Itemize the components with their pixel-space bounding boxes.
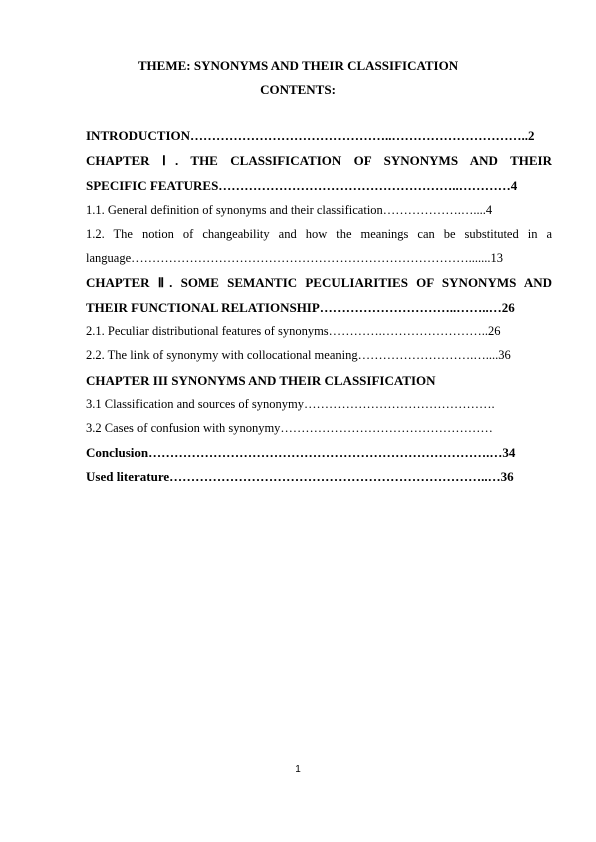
page-number: 1 [295,764,301,775]
contents-heading: CONTENTS: [260,82,336,97]
toc-section-1-1: 1.1. General definition of synonyms and their classification……………….…....4 [86,203,493,217]
toc-chapter-3: CHAPTER III SYNONYMS AND THEIR CLASSIFICATION [86,373,436,388]
toc-used-literature: Used literature………………………………………………………………..…36 [86,469,514,484]
toc-section-1-2-line2: language……………………………………………………………………….......13 [86,251,503,265]
toc-section-2-1: 2.1. Peculiar distributional features of synonyms………….……………………..26 [86,324,501,338]
toc-chapter-2-line1: CHAPTER Ⅱ. SOME SEMANTIC PECULIARITIES OF SYNONYMS AND [86,275,552,290]
toc-section-1-2-line1: 1.2. The notion of changeability and how the meanings can be substituted in a [86,227,552,241]
toc-conclusion: Conclusion…………………………………………………………………….…34 [86,445,516,460]
toc-chapter-1-line1: CHAPTER Ⅰ. THE CLASSIFICATION OF SYNONYMS AND THEIR [86,153,552,168]
toc-chapter-2-line2: THEIR FUNCTIONAL RELATIONSHIP…………………………..……..…26 [86,300,515,315]
toc-introduction: INTRODUCTION………………………………………..…………………………..2 [86,128,535,143]
theme-title: THEME: SYNONYMS AND THEIR CLASSIFICATION [137,58,459,73]
toc-section-3-2: 3.2 Cases of confusion with synonymy…………………………………………… [86,421,493,435]
toc-section-2-2: 2.2. The link of synonymy with collocational meaning……………………….…....36 [86,348,511,362]
toc-chapter-1-line2: SPECIFIC FEATURES………………………………………………..…………4 [86,178,518,193]
toc-section-3-1: 3.1 Classification and sources of synonymy………………………………………. [86,397,495,411]
